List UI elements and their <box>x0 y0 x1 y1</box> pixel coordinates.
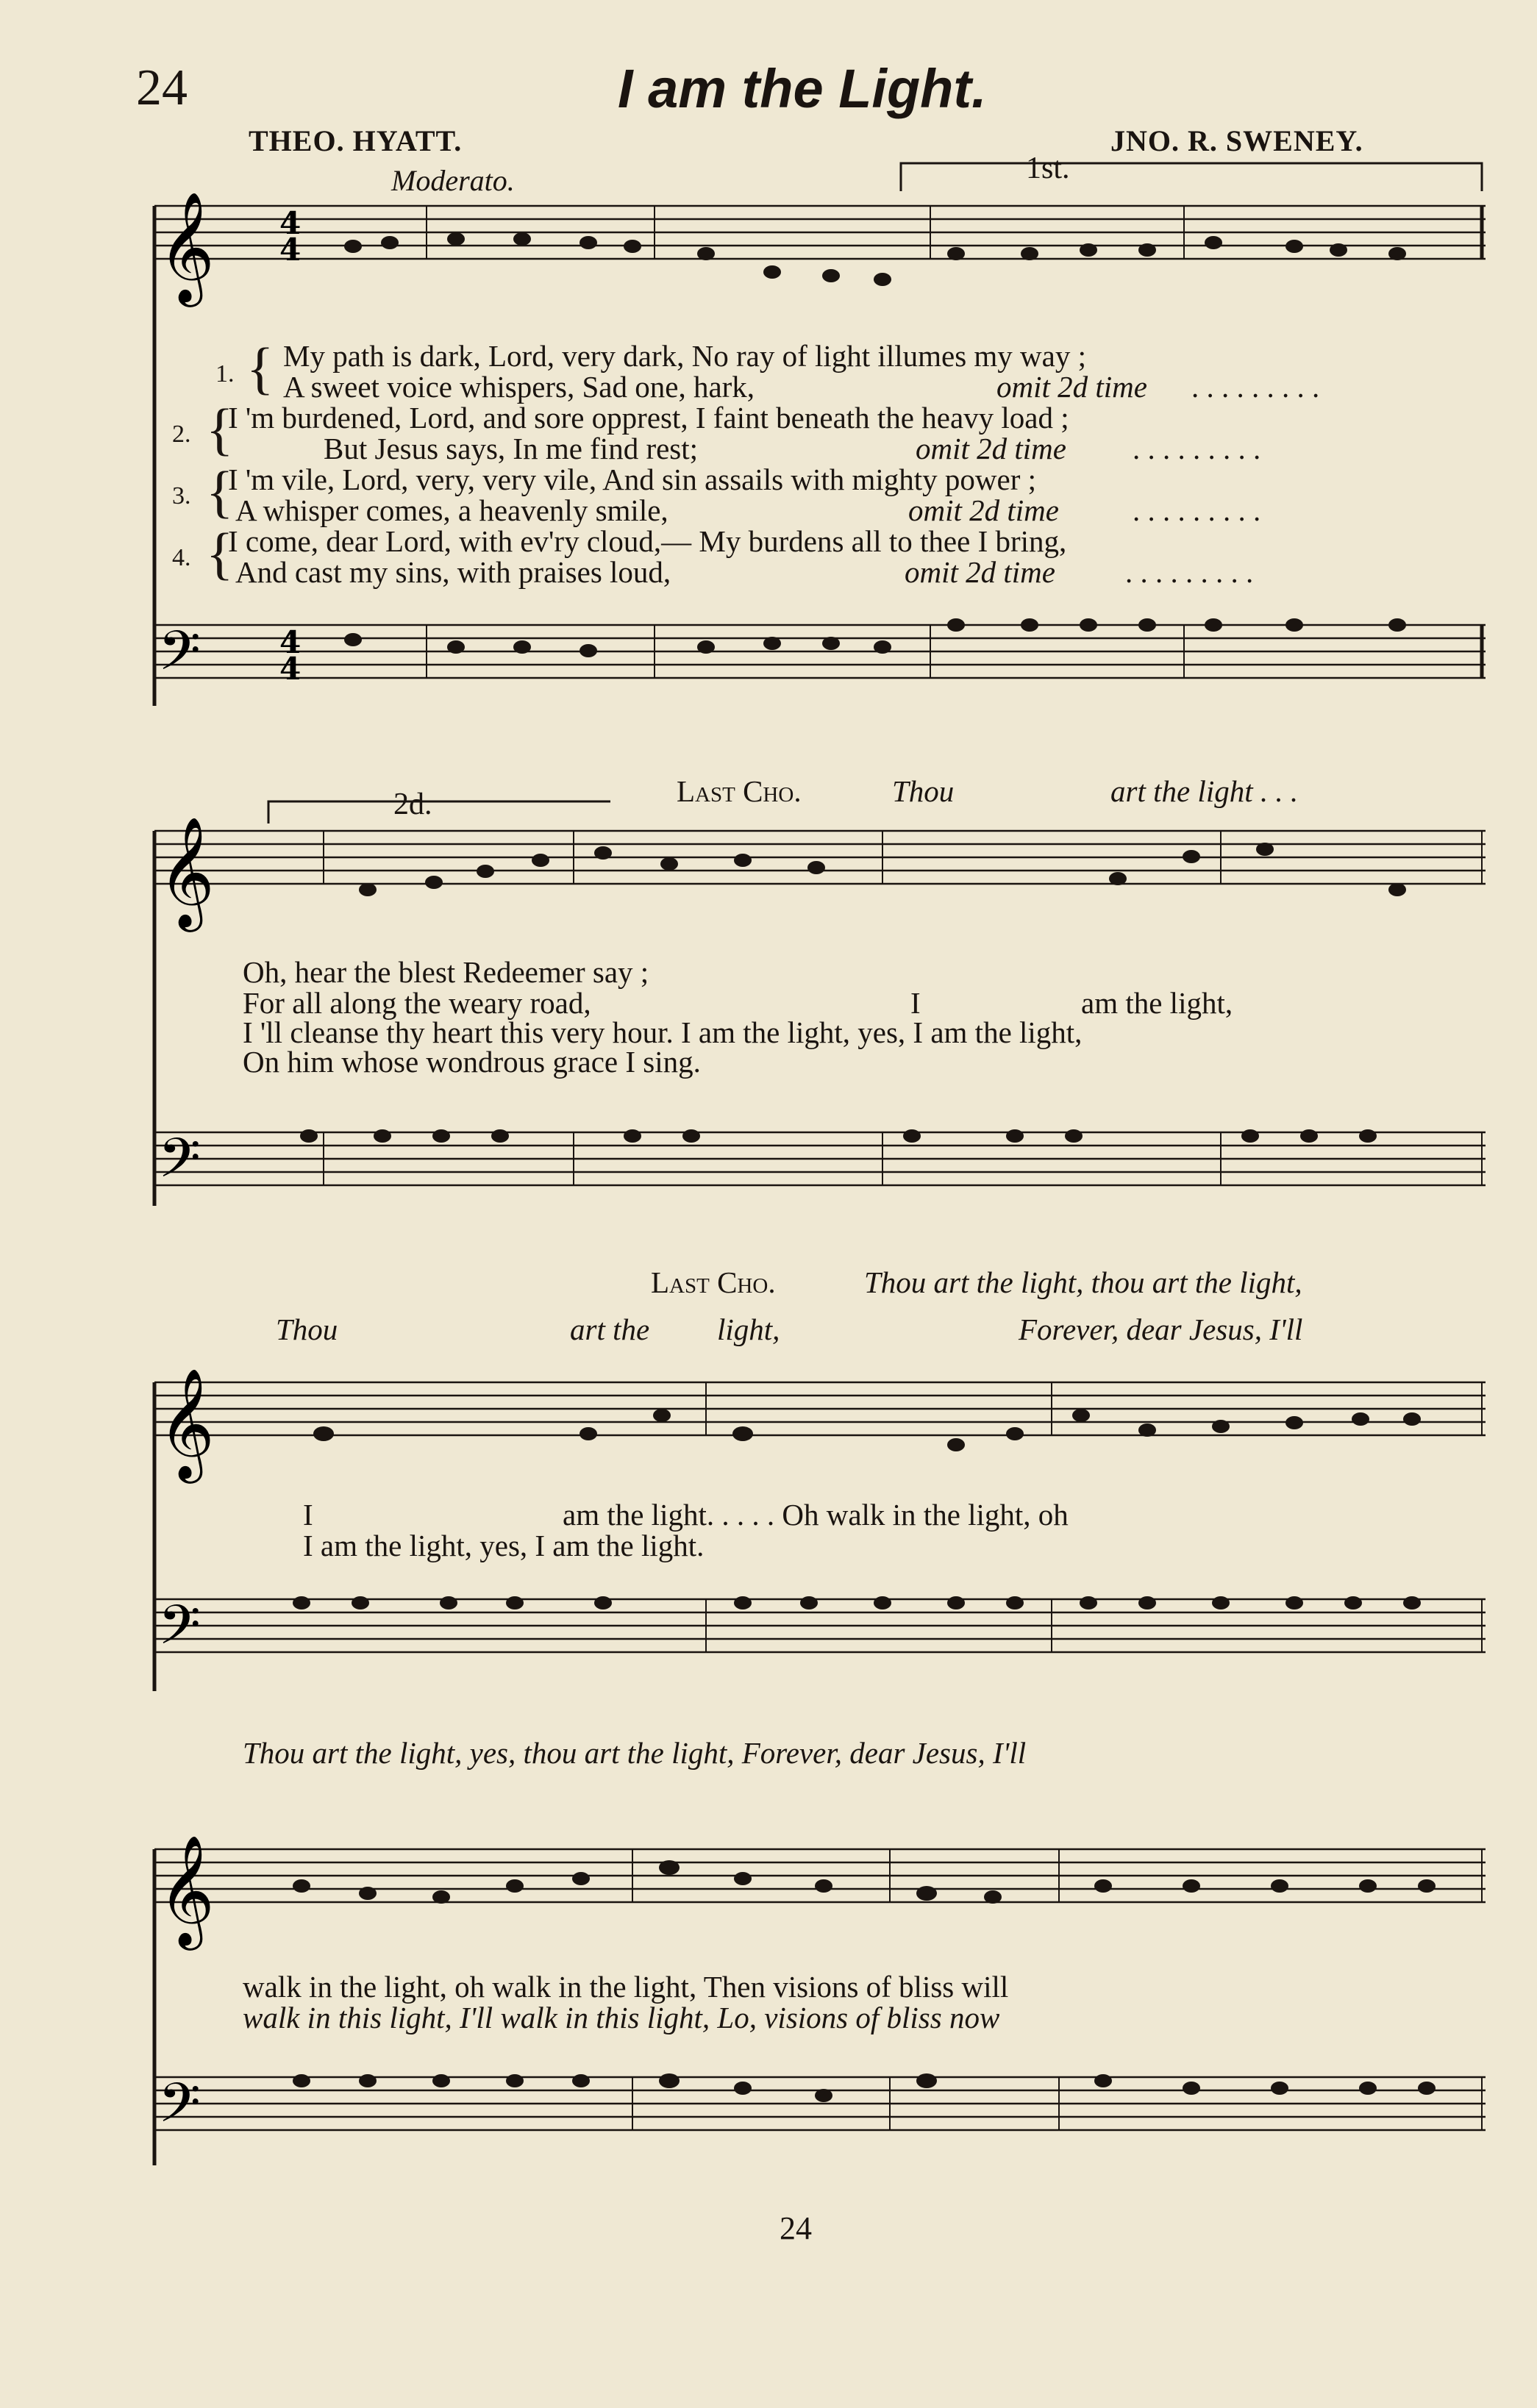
second-ending-label: 2d. <box>393 787 432 821</box>
brace: { <box>246 336 274 400</box>
omit-dots: . . . . . . . . . <box>1133 493 1261 527</box>
verse-number: 2. <box>172 421 191 448</box>
chorus-line: On him whose wondrous grace I sing. <box>243 1045 701 1079</box>
last-chorus-label: Last Cho. <box>651 1265 776 1299</box>
bass-lyric: Thou art the light, yes, thou art the light, Forever, dear Jesus, I'll <box>243 1736 1027 1770</box>
svg-text:4: 4 <box>279 624 302 660</box>
svg-text:4: 4 <box>279 651 302 687</box>
brace: { <box>206 397 234 461</box>
svg-text:𝄢: 𝄢 <box>158 1126 201 1204</box>
top-lyric: light, <box>717 1312 780 1346</box>
tempo-marking: Moderato. <box>391 164 515 197</box>
chorus-line: walk in this light, I'll walk in this light, Lo, visions of bliss now <box>243 2001 1000 2034</box>
verse-line: I 'm burdened, Lord, and sore opprest, I faint beneath the heavy load ; <box>228 401 1069 435</box>
verse-number: 1. <box>215 360 235 387</box>
svg-text:𝄞: 𝄞 <box>158 1834 215 1946</box>
first-ending-label: 1st. <box>1026 151 1070 185</box>
svg-text:𝄢: 𝄢 <box>158 2071 201 2148</box>
chorus-line: I am the light, yes, I am the light. <box>303 1529 705 1562</box>
alto-lyric: art the light . . . <box>1110 774 1299 808</box>
verse-line: I 'm vile, Lord, very, very vile, And sin assails with mighty power ; <box>228 462 1037 496</box>
brace: { <box>206 521 234 585</box>
last-chorus-label: Last Cho. <box>677 774 802 808</box>
top-lyric: Forever, dear Jesus, I'll <box>1019 1312 1303 1346</box>
verse-line: And cast my sins, with praises loud, <box>235 555 671 589</box>
hymn-title: I am the Light. <box>618 58 987 119</box>
footer-page-number: 24 <box>780 2210 812 2246</box>
verse-number: 4. <box>172 544 191 571</box>
chorus-line: I <box>910 986 921 1020</box>
svg-text:𝄞: 𝄞 <box>158 815 215 927</box>
chorus-line: For all along the weary road, <box>243 986 591 1020</box>
omit-note: omit 2d time <box>916 432 1066 465</box>
omit-note: omit 2d time <box>996 370 1147 404</box>
omit-note: omit 2d time <box>905 555 1055 589</box>
chorus-line: I <box>303 1498 313 1532</box>
page-number: 24 <box>136 60 188 116</box>
verse-line: My path is dark, Lord, very dark, No ray of light illumes my way ; <box>283 339 1086 373</box>
top-lyric: Thou <box>276 1312 338 1346</box>
omit-dots: . . . . . . . . . <box>1125 555 1254 589</box>
omit-note: omit 2d time <box>908 493 1059 527</box>
composer: JNO. R. SWENEY. <box>1110 124 1363 157</box>
bass-lyric: Thou art the light, thou art the light, <box>864 1265 1302 1299</box>
omit-dots: . . . . . . . . . <box>1191 370 1320 404</box>
omit-dots: . . . . . . . . . <box>1133 432 1261 465</box>
verse-line: But Jesus says, In me find rest; <box>324 432 699 465</box>
chorus-line: I 'll cleanse thy heart this very hour. I am the light, yes, I am the light, <box>243 1015 1083 1049</box>
chorus-line: Oh, hear the blest Redeemer say ; <box>243 955 649 989</box>
top-lyric: art the <box>570 1312 650 1346</box>
svg-text:𝄢: 𝄢 <box>158 1593 201 1671</box>
lyricist: THEO. HYATT. <box>249 124 463 157</box>
treble-clef-icon: 𝄞 <box>158 190 215 302</box>
brace: { <box>206 460 234 524</box>
bass-clef-icon: 𝄢 <box>158 619 201 696</box>
verse-line: A sweet voice whispers, Sad one, hark, <box>283 370 755 404</box>
chorus-line: walk in the light, oh walk in the light, Then visions of bliss will <box>243 1970 1009 2004</box>
svg-text:𝄞: 𝄞 <box>158 1367 215 1479</box>
verse-number: 3. <box>172 482 191 510</box>
svg-text:4: 4 <box>279 205 302 241</box>
verse-line: I come, dear Lord, with ev'ry cloud,— My burdens all to thee I bring, <box>228 524 1067 558</box>
alto-lyric: Thou <box>892 774 955 808</box>
svg-text:4: 4 <box>279 232 302 268</box>
chorus-line: am the light. . . . . Oh walk in the light, oh <box>563 1498 1069 1532</box>
verse-line: A whisper comes, a heavenly smile, <box>235 493 668 527</box>
chorus-line: am the light, <box>1081 986 1233 1020</box>
